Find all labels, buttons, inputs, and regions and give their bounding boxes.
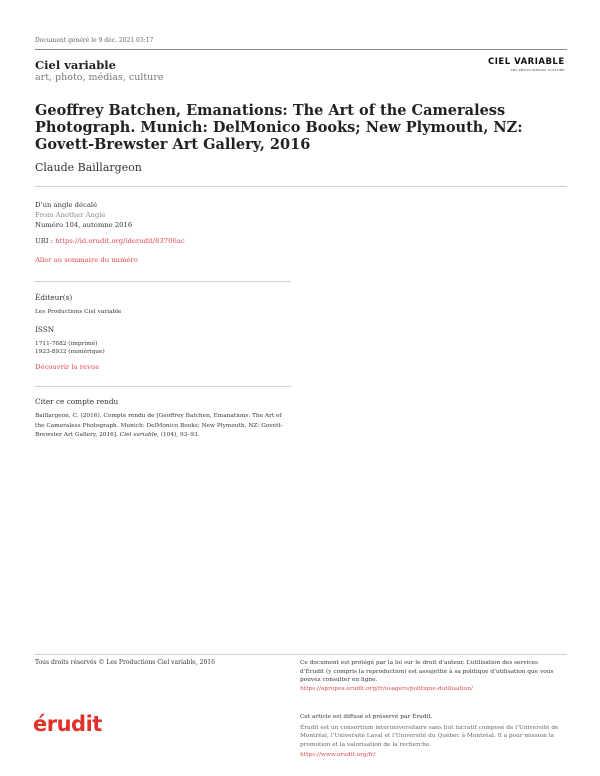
issue-divider [35, 281, 291, 282]
uri-link[interactable]: https://id.erudit.org/iderudit/83706ac [55, 236, 185, 245]
uri-label: URI : [35, 236, 56, 245]
publisher-divider [35, 386, 291, 387]
erudit-link[interactable]: https://www.erudit.org/fr/ [300, 752, 376, 758]
issue-info [35, 201, 185, 266]
citation-journal: Ciel variable [119, 432, 158, 438]
logo-tagline: ART PHOTO MÉDIAS CULTURE [510, 68, 565, 72]
diffusion-text: Érudit est un consortium interuniversitaire sans but lucratif composé de l’Université de Montréal, l’Université Laval et l’Université du Québec à Montréal. Il a pour mission la promotion et la valorisation de la recherche. [300, 724, 559, 748]
article-author: Claude Baillargeon [35, 161, 142, 174]
section-name-en: From Another Angle [35, 210, 106, 219]
policy-link[interactable]: https://apropos.erudit.org/fr/usagers/politique-dutilisation/ [300, 685, 473, 692]
citation-heading: Citer ce compte rendu [35, 397, 119, 406]
diffusion-block [300, 713, 560, 760]
uri-line [35, 237, 185, 247]
issue-summary-link[interactable]: Aller au sommaire du numéro [35, 256, 138, 264]
publisher-name: Les Productions Ciel variable [35, 309, 122, 315]
publisher-block [35, 293, 121, 373]
logo-text: CIEL VARIABLE [488, 57, 565, 67]
diffusion-heading: Cet article est diffusé et préservé par Érudit. [300, 714, 433, 720]
citation-main: Baillargeon, C. (2016). Compte rendu de [Geoffrey Batchen, Emanations: The Art of the Cameraless Photograph. Munich: DelMonico Books; New Plymouth, NZ: Govett-Brewster Art Gallery, 2016]. [35, 413, 283, 438]
issn-print: 1711-7682 (imprimé) [35, 341, 98, 347]
copyright-notice: Ce document est protégé par la loi sur le droit d’auteur. L’utilisation des services d’Érudit (y compris la reproduction) est assujettie à sa politique d’utilisation que vous pouvez consulter en ligne. [300, 660, 554, 683]
citation-text [35, 412, 293, 441]
journal-title: Ciel variable [35, 58, 116, 72]
erudit-logo: érudit [33, 712, 102, 736]
issn-heading: ISSN [35, 325, 55, 334]
issn-digital: 1923-8932 (numérique) [35, 349, 105, 355]
discover-journal-link[interactable]: Découvrir la revue [35, 363, 100, 371]
article-title: Geoffrey Batchen, Emanations: The Art of the Cameraless Photograph. Munich: DelMonico Books; New Plymouth, NZ: Govett-Brewster Art Gallery, 2016 [35, 102, 523, 153]
rights-notice: Tous droits réservés © Les Productions Ciel variable, 2016 [35, 659, 215, 666]
citation-block [35, 397, 293, 441]
footer-divider [35, 654, 567, 655]
journal-subtitle: art, photo, médias, culture [35, 72, 164, 83]
journal-logo [488, 57, 565, 72]
author-divider [35, 186, 567, 187]
section-name: D’un angle décalé [35, 201, 98, 209]
top-divider [35, 49, 567, 50]
generated-date: Document généré le 9 déc. 2021 03:17 [35, 37, 154, 44]
copyright-block [300, 659, 560, 693]
citation-end: , (104), 93–93. [157, 432, 200, 438]
issue-number: Numéro 104, automne 2016 [35, 221, 133, 229]
publisher-heading: Éditeur(s) [35, 293, 73, 302]
